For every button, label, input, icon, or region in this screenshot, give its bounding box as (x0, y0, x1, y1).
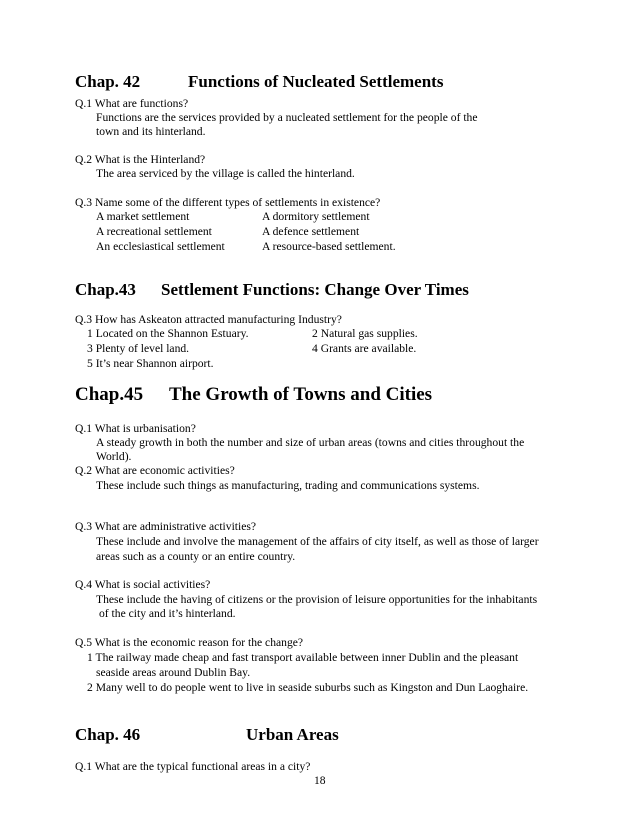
settlement-type: A market settlement (96, 210, 190, 223)
answer-line: These include such things as manufacturing, trading and communications systems. (96, 479, 480, 492)
question-line: Q.3 How has Askeaton attracted manufacturing Industry? (75, 313, 342, 326)
answer-line: Functions are the services provided by a nucleated settlement for the people of the (96, 111, 478, 124)
settlement-type: A dormitory settlement (262, 210, 370, 223)
chapter-title: The Growth of Towns and Cities (169, 384, 433, 405)
chapter-number: Chap.43 (75, 280, 136, 299)
question-line: Q.3 Name some of the different types of settlements in existence? (75, 196, 381, 209)
answer-line: World). (96, 450, 132, 463)
answer-item: 1 Located on the Shannon Estuary. (87, 327, 249, 340)
settlement-type: An ecclesiastical settlement (96, 240, 225, 253)
answer-line: areas such as a county or an entire country. (96, 550, 296, 563)
chapter-number: Chap.45 (75, 384, 144, 405)
question-line: Q.1 What are functions? (75, 97, 189, 110)
answer-line: These include and involve the management of the affairs of city itself, as well as those of larger (96, 535, 539, 548)
answer-item: 2 Many well to do people went to live in seaside suburbs such as Kingston and Dun Laoghaire. (87, 681, 529, 694)
answer-line: The area serviced by the village is called the hinterland. (96, 167, 355, 180)
answer-item: 4 Grants are available. (312, 342, 417, 355)
answer-line: town and its hinterland. (96, 125, 206, 138)
page-number: 18 (314, 774, 326, 787)
answer-item: 5 It’s near Shannon airport. (87, 357, 214, 370)
question-line: Q.3 What are administrative activities? (75, 520, 257, 533)
question-line: Q.1 What is urbanisation? (75, 422, 196, 435)
chapter-number: Chap. 46 (75, 725, 141, 744)
question-line: Q.4 What is social activities? (75, 578, 211, 591)
answer-item: 3 Plenty of level land. (87, 342, 190, 355)
chapter-title: Functions of Nucleated Settlements (188, 72, 444, 91)
question-line: Q.2 What are economic activities? (75, 464, 235, 477)
settlement-type: A defence settlement (262, 225, 360, 238)
answer-line: seaside areas around Dublin Bay. (96, 666, 251, 679)
answer-item: 2 Natural gas supplies. (312, 327, 418, 340)
question-line: Q.5 What is the economic reason for the change? (75, 636, 304, 649)
question-line: Q.1 What are the typical functional areas in a city? (75, 760, 311, 773)
question-line: Q.2 What is the Hinterland? (75, 153, 206, 166)
chapter-title: Settlement Functions: Change Over Times (161, 280, 469, 299)
answer-line: of the city and it’s hinterland. (99, 607, 236, 620)
settlement-type: A resource-based settlement. (262, 240, 396, 253)
chapter-title: Urban Areas (246, 725, 339, 744)
settlement-type: A recreational settlement (96, 225, 212, 238)
answer-line: A steady growth in both the number and size of urban areas (towns and cities throughout the (96, 436, 525, 449)
chapter-number: Chap. 42 (75, 72, 141, 91)
answer-line: These include the having of citizens or the provision of leisure opportunities for the inhabitants (96, 593, 538, 606)
answer-item: 1 The railway made cheap and fast transport available between inner Dublin and the pleasant (87, 651, 519, 664)
